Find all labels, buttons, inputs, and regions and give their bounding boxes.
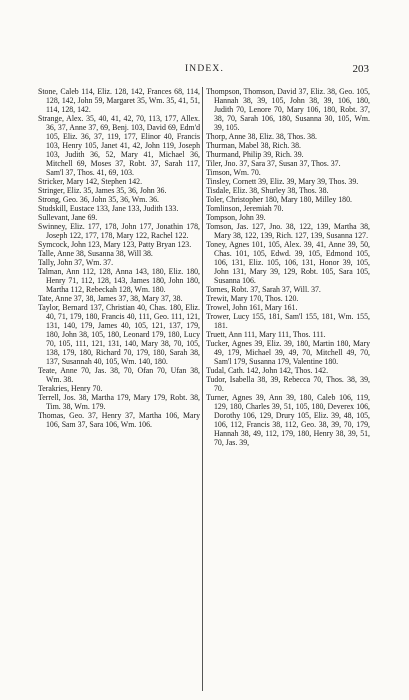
index-entry: Thompson, Thomson, David 37, Eliz. 38, Geo. 105, Hannah 38, 39, 105, John 38, 39, 106, 180, Judith 70, Lenore 70, Mary 106, 180, Robt. 37, 38, 70, Sarah 106, 180, Susanna 30, 105, Wm. 39, 105. (206, 87, 370, 132)
index-entry: Turner, Agnes 39, Ann 39, 180, Caleb 106, 119, 129, 180, Charles 39, 51, 105, 180, Deverex 106, Dorothy 106, 129, Drury 105, Eliz. 39, 48, 105, 106, 112, Francis 38, 112, Geo. 38, 39, 70, 179, Hannah 38, 49, 112, 179, 180, Henry 38, 39, 51, 70, Jas. 39, (206, 393, 370, 447)
index-entry: Stricker, Mary 142, Stephen 142. (38, 177, 143, 186)
index-entry: Toney, Agnes 101, 105, Alex. 39, 41, Anne 39, 50, Chas. 101, 105, Edwd. 39, 105, Edmond 105, 106, 131, Eliz. 105, 106, 131, Honor 39, 105, John 131, Mary 39, 129, Robt. 105, Sara 105, Susanna 106. (206, 240, 370, 285)
index-entry: Timson, Wm. 70. (206, 168, 261, 177)
index-entry: Tudal, Cath. 142, John 142, Thos. 142. (206, 366, 329, 375)
index-entry: Trewit, Mary 170, Thos. 120. (206, 294, 299, 303)
index-entry: Tinsley, Cornett 39, Eliz. 39, Mary 39, Thos. 39. (206, 177, 359, 186)
index-entry: Truett, Ann 111, Mary 111, Thos. 111. (206, 330, 326, 339)
index-entry: Tisdale, Eliz. 38, Shurley 38, Thos. 38. (206, 186, 329, 195)
index-entry: Thurmand, Philip 39, Rich. 39. (206, 150, 304, 159)
index-entry: Thorp, Anne 38, Eliz. 38, Thos. 38. (206, 132, 317, 141)
index-entry: Sullevant, Jane 69. (38, 213, 98, 222)
right-column (206, 87, 370, 691)
index-entry: Trower, Lucy 155, 181, Sam'l 155, 181, Wm. 155, 181. (206, 312, 370, 330)
index-entry: Thomas, Geo. 37, Henry 37, Martha 106, Mary 106, Sam 37, Sara 106, Wm. 106. (38, 411, 200, 429)
index-entry: Talle, Anne 38, Susanna 38, Will 38. (38, 249, 153, 258)
index-entry: Trowel, John 161, Mary 161. (206, 303, 298, 312)
index-entry: Tomlinson, Jeremiah 70. (206, 204, 284, 213)
page-number: 203 (352, 63, 369, 75)
index-entry: Toler, Christopher 180, Mary 180, Milley 180. (206, 195, 352, 204)
left-column (38, 87, 200, 691)
index-entry: Tompson, John 39. (206, 213, 266, 222)
index-entry: Strong, Geo. 36, John 35, 36, Wm. 36. (38, 195, 159, 204)
index-entry: Tiler, Jno. 37, Sara 37, Susan 37, Thos. 37. (206, 159, 341, 168)
index-entry: Terrell, Jos. 38, Martha 179, Mary 179, Robt. 38, Tim. 38, Wm. 179. (38, 393, 200, 411)
index-entry: Strange, Alex. 35, 40, 41, 42, 70, 113, 177, Allex. 36, 37, Anne 37, 69, Benj. 103, David 69, Edm'd 105, Eliz. 36, 37, 119, 177, Elinor 40, Francis 103, Henry 105, Janet 41, 42, John 119, Joseph 103, Judith 36, 52, Mary 41, Michael 36, Mitchell 69, Moses 37, Robt. 37, Sarah 117, Sam'l 37, Thos. 41, 69, 103. (38, 114, 200, 177)
index-entry: Studskill, Eustace 133, Jane 133, Judith 133. (38, 204, 179, 213)
index-entry: Symcock, John 123, Mary 123, Patty Bryan 123. (38, 240, 192, 249)
index-entry: Talman, Ann 112, 128, Anna 143, 180, Eliz. 180, Henry 71, 112, 128, 143, James 180, John 180, Martha 112, Rebeckah 128, Wm. 180. (38, 267, 200, 294)
index-entry: Tate, Anne 37, 38, James 37, 38, Mary 37, 38. (38, 294, 183, 303)
index-entry: Stringer, Eliz. 35, James 35, 36, John 36. (38, 186, 167, 195)
page-header (0, 64, 409, 78)
index-entry: Tomson, Jas. 127, Jno. 38, 122, 139, Martha 38, Mary 38, 122, 139, Rich. 127, 139, Susanna 127. (206, 222, 370, 240)
index-entry: Terakries, Henry 70. (38, 384, 103, 393)
index-entry: Thurman, Mabel 38, Rich. 38. (206, 141, 301, 150)
column-divider (202, 87, 203, 691)
index-entry: Tucker, Agnes 39, Eliz. 39, 180, Martin 180, Mary 49, 179, Michael 39, 49, 70, Mitchell 49, 70, Sam'l 179, Susanna 179, Valentine 180. (206, 339, 370, 366)
index-entry: Stone, Caleb 114, Eliz. 128, 142, Frances 68, 114, 128, 142, John 59, Margaret 35, Wm. 35, 41, 51, 114, 128, 142. (38, 87, 200, 114)
index-entry: Tudor, Isabella 38, 39, Rebecca 70, Thos. 38, 39, 70. (206, 375, 370, 393)
index-entry: Tornes, Robt. 37, Sarah 37, Will. 37. (206, 285, 321, 294)
index-entry: Tally, John 37, Wm. 37. (38, 258, 114, 267)
index-entry: Teate, Anne 70, Jas. 38, 70, Ofan 70, Ufan 38, Wm. 38. (38, 366, 200, 384)
index-entry: Swinney, Eliz. 177, 178, John 177, Jonathin 178, Joseph 122, 177, 178, Mary 122, Rachel 122. (38, 222, 200, 240)
index-entry: Taylor, Bernard 137, Christian 40, Chas. 180, Eliz. 40, 71, 179, 180, Francis 40, 111, Geo. 111, 121, 131, 140, 179, James 40, 105, 121, 137, 179, 180, John 38, 105, 180, Leonard 179, 180, Lucy 70, 105, 111, 121, 131, 140, Mary 38, 70, 105, 138, 179, 180, Richard 70, 179, 180, Sarah 38, 137, Susannah 40, 105, Wm. 140, 180. (38, 303, 200, 366)
header-title: INDEX. (184, 64, 225, 74)
